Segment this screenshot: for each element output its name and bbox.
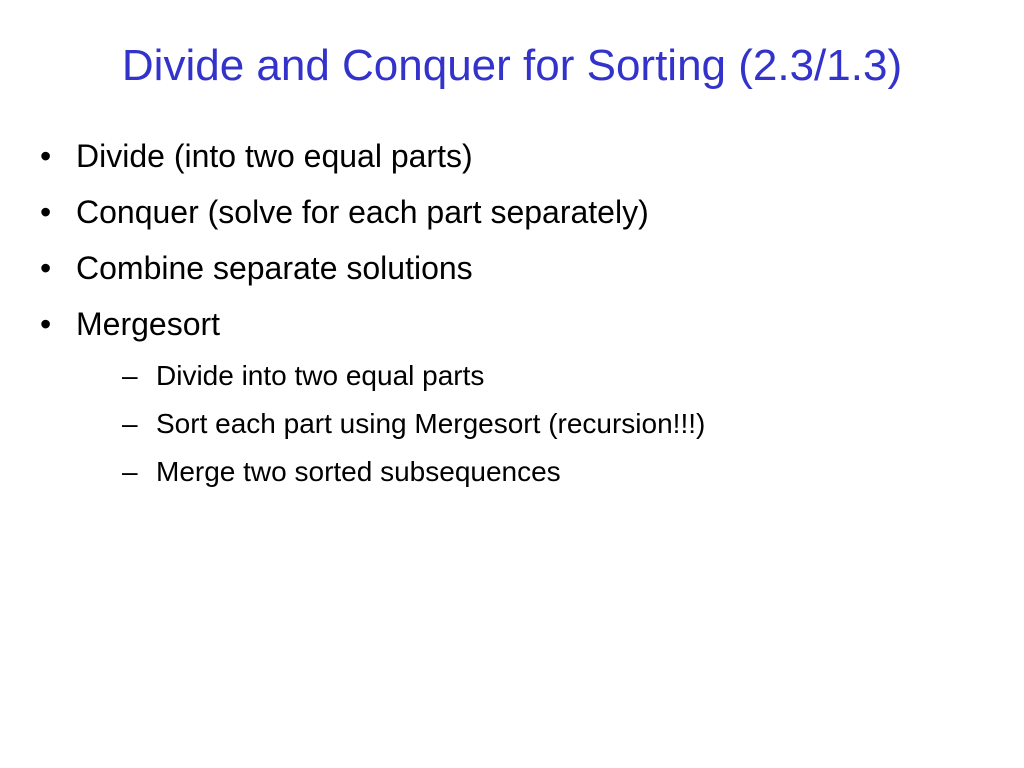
slide-title: Divide and Conquer for Sorting (2.3/1.3) [121,41,903,90]
bullet-marker-icon: • [40,250,52,286]
bullet-list [40,128,1000,496]
bullet-text: Conquer (solve for each part separately) [76,194,649,230]
dash-marker-icon: – [122,456,138,487]
bullet-text: Mergesort [76,306,221,342]
bullet-item [40,128,1000,184]
bullet-marker-icon: • [40,306,52,342]
subbullet-text: Merge two sorted subsequences [156,456,561,487]
dash-marker-icon: – [122,360,138,391]
bullet-item [40,296,1000,496]
bullet-text: Combine separate solutions [76,250,473,286]
subbullet-item [76,352,1000,400]
subbullet-text: Divide into two equal parts [156,360,485,391]
bullet-text: Divide (into two equal parts) [76,138,473,174]
subbullet-item [76,448,1000,496]
subbullet-text: Sort each part using Mergesort (recursion!!!) [156,408,706,439]
bullet-item [40,184,1000,240]
bullet-marker-icon: • [40,138,52,174]
subbullet-list [76,352,1000,496]
bullet-item [40,240,1000,296]
dash-marker-icon: – [122,408,138,439]
bullet-marker-icon: • [40,194,52,230]
subbullet-item [76,400,1000,448]
